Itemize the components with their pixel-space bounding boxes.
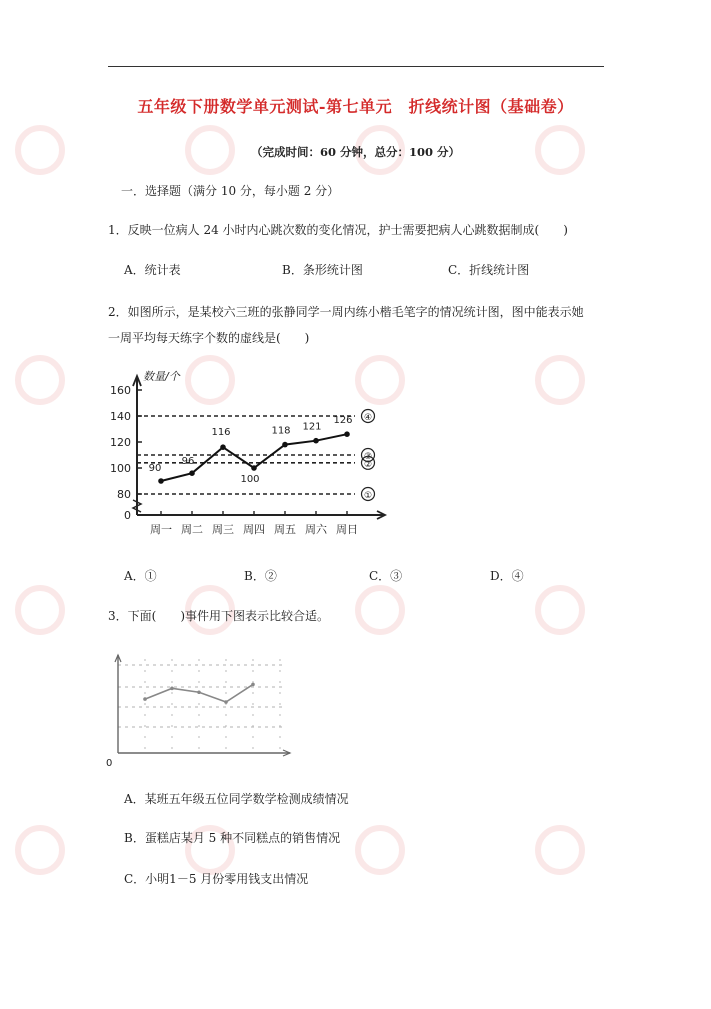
q1-option-a[interactable]: A．统计表 — [124, 263, 181, 277]
axis-break-mark — [133, 500, 141, 512]
data-point — [313, 438, 319, 444]
q3-option-a[interactable]: A．某班五年级五位同学数学检测成绩情况 — [124, 792, 349, 806]
question-2-text-line1: 2．如图所示，是某校六三班的张静同学一周内练小楷毛笔字的情况统计图，图中能表示她 — [108, 305, 584, 319]
data-point — [189, 470, 195, 476]
x-tick-label: 周五 — [274, 523, 296, 536]
x-tick-label: 周一 — [150, 523, 172, 536]
data-point — [282, 442, 288, 448]
q1-option-c[interactable]: C．折线统计图 — [448, 263, 530, 277]
q2-option-b[interactable]: B．② — [244, 569, 277, 583]
data-label: 118 — [271, 425, 291, 437]
data-label: 96 — [181, 456, 195, 468]
data-point — [344, 431, 350, 437]
x-tick-label: 周三 — [212, 523, 234, 536]
data-label: 126 — [333, 415, 353, 427]
question-3-text: 3．下面( )事件用下图表示比较合适。 — [108, 609, 329, 623]
section-heading: 一．选择题（满分 10 分，每小题 2 分） — [121, 184, 340, 198]
data-point — [170, 687, 174, 691]
x-tick-label: 周二 — [181, 523, 203, 536]
reference-line-label: ④ — [363, 413, 373, 423]
q3-line-chart — [100, 645, 300, 770]
reference-line-label: ③ — [363, 452, 373, 462]
y-tick-label: 160 — [110, 384, 131, 397]
x-tick-label: 周六 — [305, 523, 327, 536]
q2-option-a[interactable]: A．① — [124, 569, 157, 583]
data-label: 100 — [240, 474, 260, 485]
data-label: 116 — [211, 427, 231, 439]
page-subtitle: （完成时间：60 分钟，总分：100 分） — [250, 145, 460, 159]
q2-line-chart — [105, 360, 405, 545]
page-title: 五年级下册数学单元测试-第七单元 折线统计图（基础卷） — [137, 97, 574, 116]
x-tick-label: 周四 — [243, 523, 265, 536]
data-point — [158, 478, 164, 484]
data-point — [220, 444, 226, 450]
y-tick-label: 140 — [110, 410, 131, 423]
data-label: 121 — [302, 421, 322, 433]
reference-line-label: ① — [363, 491, 373, 501]
y-tick-label: 100 — [110, 462, 131, 475]
y-tick-label: 0 — [124, 509, 131, 522]
x-tick-label: 周日 — [336, 523, 358, 536]
q1-option-b[interactable]: B．条形统计图 — [282, 263, 363, 277]
data-point — [251, 683, 255, 687]
q2-option-c[interactable]: C．③ — [369, 569, 403, 583]
q3-option-c[interactable]: C．小明1－5 月份零用钱支出情况 — [124, 872, 309, 886]
reference-line-label: ② — [363, 459, 373, 470]
data-point — [143, 697, 147, 701]
question-1-text: 1．反映一位病人 24 小时内心跳次数的变化情况，护士需要把病人心跳数据制成( ) — [108, 223, 568, 237]
q2-option-d[interactable]: D．④ — [490, 569, 524, 583]
question-2-text-line2: 一周平均每天练字个数的虚线是( ) — [108, 331, 310, 345]
y-axis-label: 数量/个 — [143, 370, 180, 383]
origin-label: 0 — [106, 758, 113, 769]
data-point — [197, 690, 201, 694]
data-point — [224, 700, 228, 704]
y-tick-label: 80 — [117, 488, 131, 501]
data-label: 90 — [148, 463, 162, 474]
q3-option-b[interactable]: B．蛋糕店某月 5 种不同糕点的销售情况 — [124, 831, 341, 845]
y-tick-label: 120 — [110, 436, 131, 449]
top-rule — [108, 66, 604, 67]
data-point — [251, 465, 257, 471]
